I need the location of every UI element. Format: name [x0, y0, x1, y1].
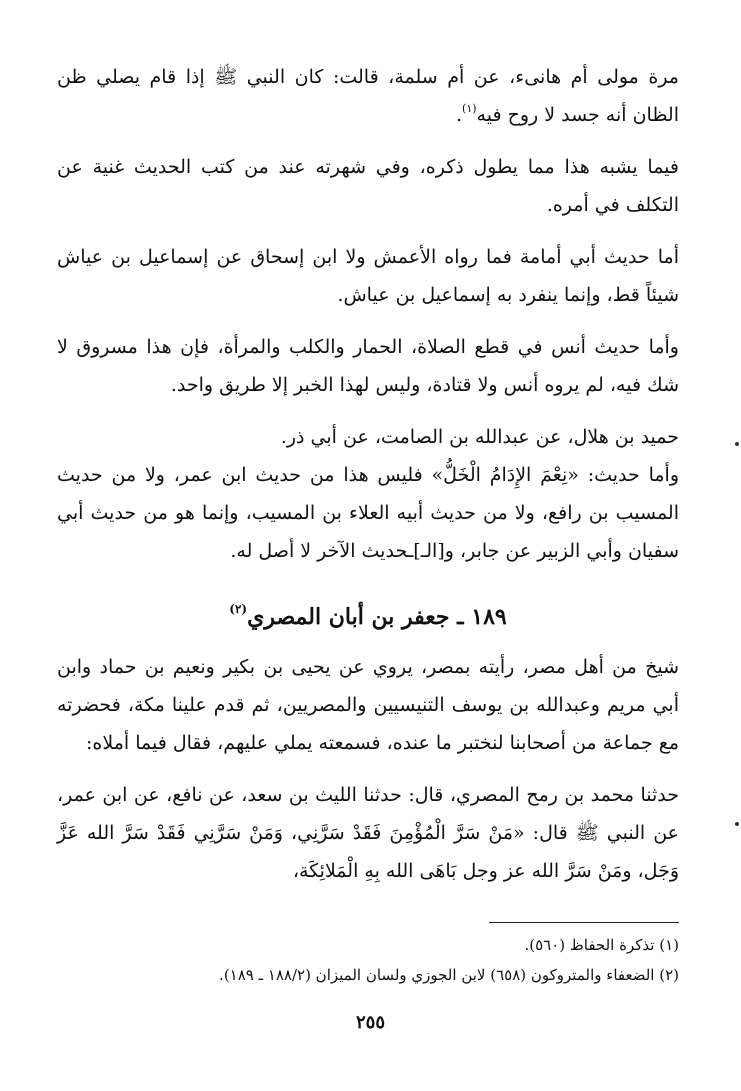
paragraph-7: شيخ من أهل مصر، رأيته بمصر، يروي عن يحيى بن بكير ونعيم بن حماد وابن أبي مريم وعبدالله بن يوسف التنيسيين والمصريين، ثم قدم علينا مكة، فحضرته مع جماعة من أصحابنا لنختبر ما عنده، فسمعته يملي عليهم، فقال فيما أملاه:: [57, 656, 679, 754]
footnote-1: (١) تذكرة الحفاظ (٥٦٠).: [524, 936, 679, 954]
footnotes: [57, 930, 679, 990]
scan-edge-mark: [735, 822, 739, 826]
paragraph-6: وأما حديث: «نِعْمَ الإِدَامُ الْخَلُّ» فليس هذا من حديث ابن عمر، ولا من حديث المسيب بن رافع، ولا من حديث أبيه العلاء بن المسيب، وإنما هو من حديث أبي سفيان وأبي الزبير عن جابر، و[الـ]ـحديث الآخر لا أصل له.: [57, 464, 679, 562]
footnote-ref-2[interactable]: (٢): [229, 602, 248, 616]
page-number: ٢٥٥: [355, 1012, 385, 1033]
paragraph-4: وأما حديث أنس في قطع الصلاة، الحمار والكلب والمرأة، فإن هذا مسروق لا شك فيه، لم يروه أنس ولا قتادة، وليس لهذا الخبر إلا طريق واحد.: [57, 336, 679, 396]
paragraph-5: حميد بن هلال، عن عبدالله بن الصامت، عن أبي ذر.: [280, 426, 679, 448]
paragraph-1-end: .: [455, 104, 463, 126]
entry-heading-text: ١٨٩ ـ جعفر بن أبان المصري: [247, 604, 507, 630]
scan-edge-mark: [735, 442, 739, 446]
footnote-divider: [489, 922, 679, 923]
paragraph-1-text: مرة مولى أم هانىء، عن أم سلمة، قالت: كان النبي ﷺ إذا قام يصلي ظن الظان أنه جسد لا روح فيه: [57, 66, 679, 126]
paragraph-8: حدثنا محمد بن رمح المصري، قال: حدثنا الليث بن سعد، عن نافع، عن ابن عمر، عن النبي ﷺ قال: «مَنْ سَرَّ الْمُؤْمِنَ فَقَدْ سَرَّنِي، وَمَنْ سَرَّنِي فَقَدْ سَرَّ الله عَزَّ وَجَل، ومَنْ سَرَّ الله عز وجل بَاهَى الله بِهِ الْمَلائِكَة،: [57, 784, 679, 882]
footnote-ref-1[interactable]: (١): [462, 102, 477, 115]
entry-heading: [57, 600, 679, 634]
footnote-2: (٢) الضعفاء والمتروكون (٦٥٨) لابن الجوزي ولسان الميزان (١٨٨/٢ ـ ١٨٩).: [219, 966, 679, 984]
paragraph-3: أما حديث أبي أمامة فما رواه الأعمش ولا ابن إسحاق عن إسماعيل بن عياش شيئاً قط، وإنما ينفرد به إسماعيل بن عياش.: [57, 246, 679, 306]
page-body: [57, 58, 679, 890]
paragraph-1: [57, 58, 679, 134]
paragraph-2: فيما يشبه هذا مما يطول ذكره، وفي شهرته عند من كتب الحديث غنية عن التكلف في أمره.: [57, 156, 679, 216]
